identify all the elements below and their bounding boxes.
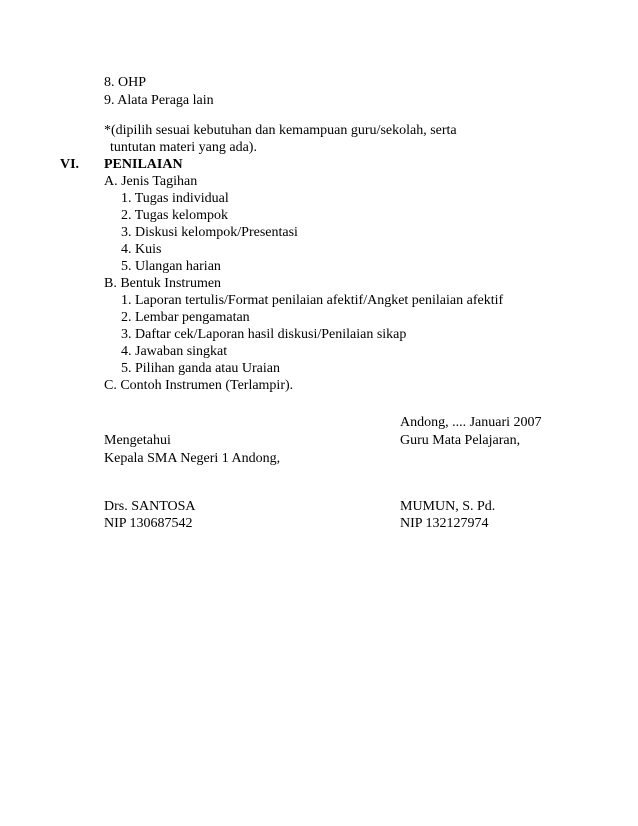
media-note-line2: tuntutan materi yang ada). [110,140,257,155]
list-item: 3. Diskusi kelompok/Presentasi [121,225,298,240]
media-note-line1: *(dipilih sesuai kebutuhan dan kemampuan guru/sekolah, serta [104,123,457,138]
list-item: 3. Daftar cek/Laporan hasil diskusi/Penilaian sikap [121,327,407,342]
left-signer-role2: Kepala SMA Negeri 1 Andong, [104,451,281,466]
left-signer-name: Drs. SANTOSA [104,499,196,514]
place-date: Andong, .... Januari 2007 [400,415,542,430]
list-item: 4. Jawaban singkat [121,344,228,359]
subsection-c-heading: C. Contoh Instrumen (Terlampir). [104,378,294,393]
media-item-alat-peraga: 9. Alata Peraga lain [104,93,214,108]
left-signer-nip: NIP 130687542 [104,516,193,531]
list-item: 1. Tugas individual [121,191,229,206]
media-item-ohp: 8. OHP [104,75,147,90]
section-title: PENILAIAN [104,157,183,172]
list-item: 2. Tugas kelompok [121,208,228,223]
list-item: 5. Ulangan harian [121,259,221,274]
list-item: 1. Laporan tertulis/Format penilaian afektif/Angket penilaian afektif [121,293,504,308]
subsection-b-heading: B. Bentuk Instrumen [104,276,222,291]
right-signer-nip: NIP 132127974 [400,516,489,531]
list-item: 2. Lembar pengamatan [121,310,250,325]
right-signer-role: Guru Mata Pelajaran, [400,433,521,448]
section-number: VI. [60,157,80,172]
subsection-a-heading: A. Jenis Tagihan [104,174,198,189]
right-signer-name: MUMUN, S. Pd. [400,499,496,514]
left-signer-role1: Mengetahui [104,433,171,448]
list-item: 4. Kuis [121,242,162,257]
list-item: 5. Pilihan ganda atau Uraian [121,361,281,376]
